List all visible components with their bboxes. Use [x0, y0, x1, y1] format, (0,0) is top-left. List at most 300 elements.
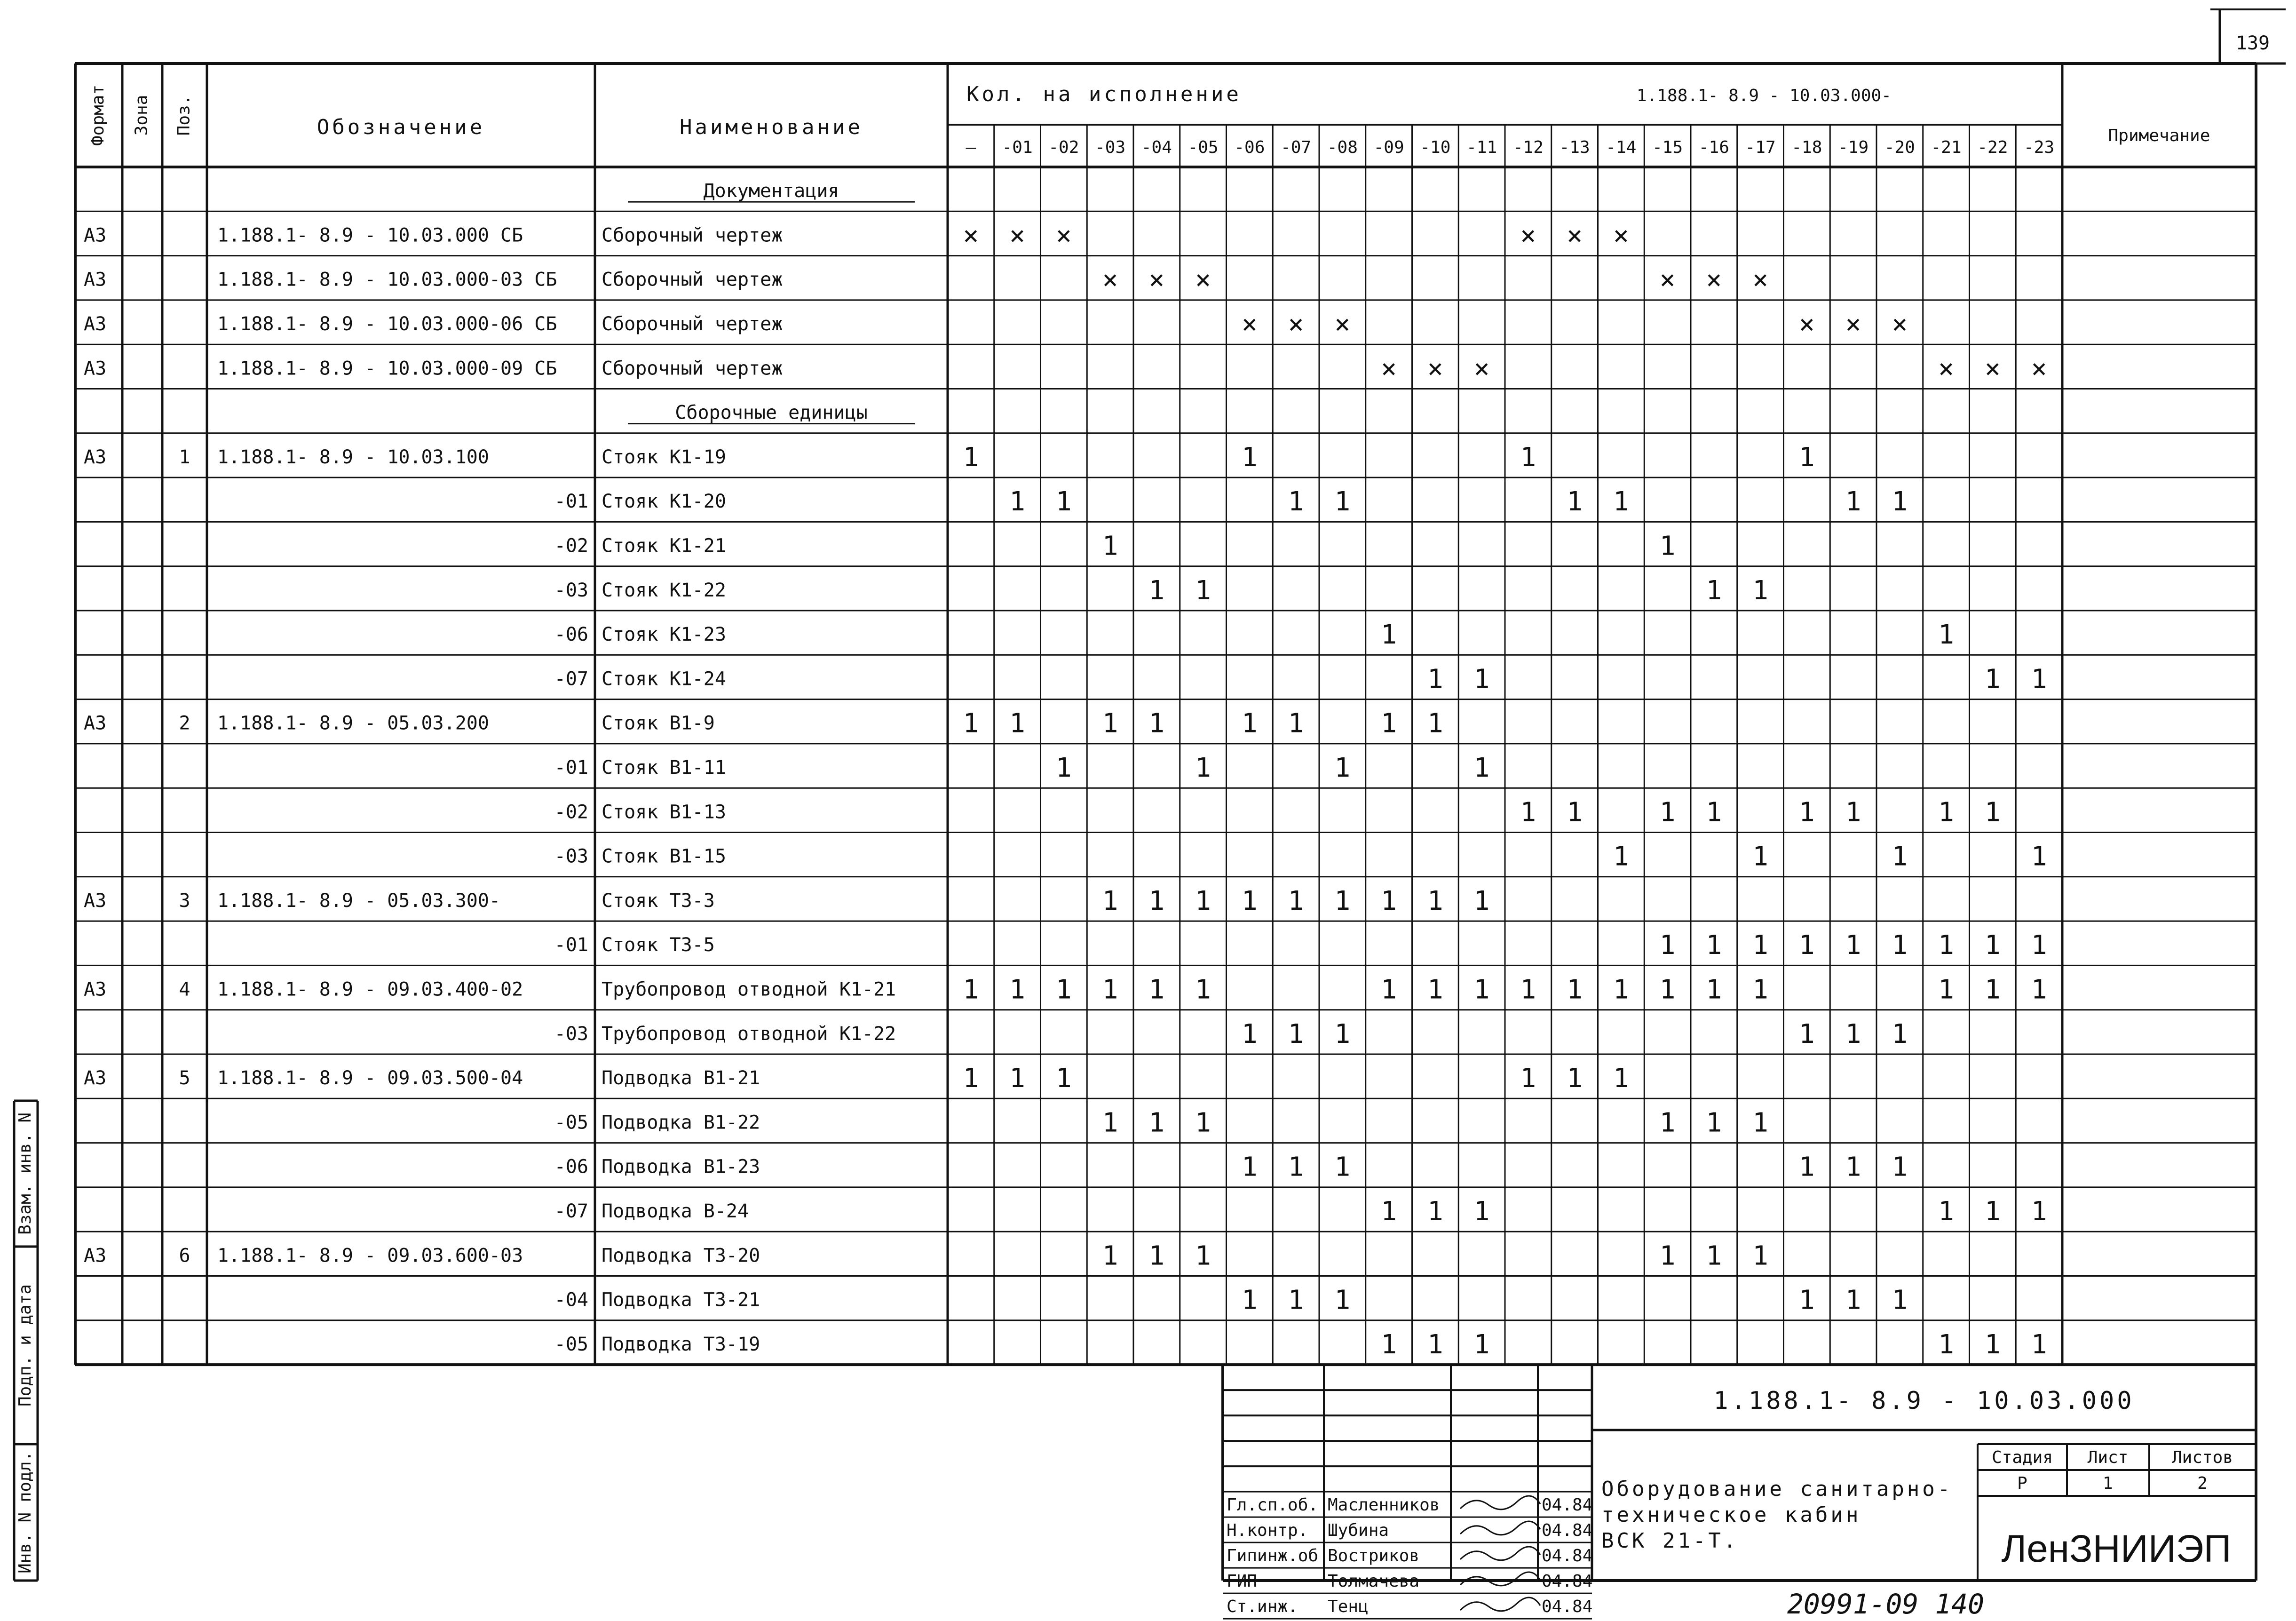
cell-designation: -01	[554, 934, 588, 956]
cross-mark: ×	[1799, 309, 1815, 340]
cell-format: А3	[84, 1067, 107, 1089]
cell-format: А3	[84, 446, 107, 468]
quantity-mark: 1	[1659, 974, 1676, 1005]
cell-designation: -06	[554, 624, 588, 646]
cell-designation: -01	[554, 757, 588, 779]
quantity-mark: 1	[1334, 1152, 1351, 1183]
tb-date: 04.84	[1542, 1521, 1593, 1541]
quantity-mark: 1	[1473, 664, 1490, 695]
cell-designation: -06	[554, 1156, 588, 1178]
tb-title-line: Оборудование санитарно-	[1601, 1477, 1953, 1501]
header-variant: -23	[2024, 138, 2055, 157]
quantity-mark: 1	[1613, 1063, 1629, 1094]
quantity-mark: 1	[1009, 1063, 1025, 1094]
quantity-mark: 1	[1845, 930, 1861, 961]
tb-role: Гипинж.об	[1227, 1546, 1319, 1566]
quantity-mark: 1	[1845, 1152, 1861, 1183]
header-pos: Поз.	[174, 95, 194, 136]
table-row	[554, 930, 2047, 961]
cell-name: Подводка В1-21	[602, 1067, 760, 1089]
cell-pos: 3	[179, 890, 190, 912]
quantity-mark: 1	[1427, 974, 1443, 1005]
quantity-mark: 1	[1706, 797, 1722, 828]
cell-designation: 1.188.1- 8.9 - 10.03.100	[217, 446, 489, 468]
header-variant: -13	[1559, 138, 1590, 157]
table-row	[554, 753, 1490, 783]
cell-name: Подводка Т3-20	[602, 1245, 760, 1267]
cell-designation: 1.188.1- 8.9 - 10.03.000 СБ	[217, 224, 523, 246]
quantity-mark: 1	[1288, 708, 1304, 739]
table-header	[88, 82, 2210, 157]
quantity-mark: 1	[963, 708, 979, 739]
header-variant: -11	[1466, 138, 1497, 157]
cell-pos: 2	[179, 712, 190, 734]
tb-stage-value: Р	[2017, 1474, 2027, 1493]
table-row	[554, 620, 1954, 650]
cell-designation: -03	[554, 579, 588, 601]
table-row	[554, 1152, 1908, 1183]
quantity-mark: 1	[1473, 753, 1490, 784]
cell-designation: 1.188.1- 8.9 - 05.03.300-	[217, 890, 501, 912]
cell-designation: 1.188.1- 8.9 - 09.03.600-03	[217, 1245, 523, 1267]
cross-mark: ×	[1845, 309, 1861, 340]
title-block	[1223, 1365, 2256, 1619]
tb-org: ЛенЗНИИЭП	[2001, 1527, 2232, 1570]
quantity-mark: 1	[1427, 1329, 1443, 1360]
quantity-mark: 1	[1752, 1240, 1768, 1271]
quantity-mark: 1	[1102, 1240, 1118, 1271]
header-qty-title: Кол. на исполнение	[966, 82, 1242, 106]
quantity-mark: 1	[1752, 1107, 1768, 1138]
cross-mark: ×	[2031, 353, 2047, 384]
quantity-mark: 1	[1148, 1240, 1165, 1271]
tb-title-line: ВСК 21-Т.	[1601, 1529, 1739, 1553]
tb-person: Тенц	[1328, 1597, 1369, 1617]
quantity-mark: 1	[1195, 1107, 1211, 1138]
side-stamp-label: Подп. и дата	[16, 1284, 35, 1407]
quantity-mark: 1	[1381, 885, 1397, 916]
quantity-mark: 1	[1567, 486, 1583, 517]
tb-person: Востриков	[1328, 1546, 1420, 1566]
quantity-mark: 1	[2031, 974, 2047, 1005]
signature-scribble	[1460, 1597, 1540, 1611]
quantity-mark: 1	[1148, 974, 1165, 1005]
cell-designation: 1.188.1- 8.9 - 09.03.400-02	[217, 978, 523, 1001]
quantity-mark: 1	[1938, 930, 1954, 961]
cell-name: Стояк К1-24	[602, 668, 726, 690]
header-variant: -09	[1373, 138, 1404, 157]
quantity-mark: 1	[1056, 974, 1072, 1005]
cell-format: А3	[84, 313, 107, 335]
tb-date: 04.84	[1542, 1546, 1593, 1566]
cell-designation: -04	[554, 1289, 588, 1311]
quantity-mark: 1	[1427, 1196, 1443, 1227]
cross-mark: ×	[1195, 264, 1211, 295]
quantity-mark: 1	[1845, 486, 1861, 517]
cross-mark: ×	[1938, 353, 1954, 384]
tb-person: Толмачева	[1328, 1572, 1420, 1591]
quantity-mark: 1	[1985, 930, 2001, 961]
quantity-mark: 1	[1520, 797, 1536, 828]
tb-role: Ст.инж.	[1227, 1597, 1298, 1617]
quantity-mark: 1	[1009, 486, 1025, 517]
signature-row	[1227, 1597, 1592, 1616]
quantity-mark: 1	[1242, 442, 1258, 473]
cell-name: Стояк В1-11	[602, 757, 726, 779]
quantity-mark: 1	[963, 974, 979, 1005]
header-variant: -16	[1698, 138, 1729, 157]
quantity-mark: 1	[1938, 1196, 1954, 1227]
cell-name: Стояк В1-13	[602, 801, 726, 823]
quantity-mark: 1	[1288, 486, 1304, 517]
cell-pos: 5	[179, 1067, 190, 1089]
quantity-mark: 1	[1473, 974, 1490, 1005]
quantity-mark: 1	[1752, 841, 1768, 872]
cell-name: Сборочный чертеж	[602, 224, 783, 246]
quantity-mark: 1	[963, 442, 979, 473]
table-row	[554, 1329, 2047, 1360]
quantity-mark: 1	[1520, 974, 1536, 1005]
cell-designation: -02	[554, 535, 588, 557]
quantity-mark: 1	[1195, 753, 1211, 784]
quantity-mark: 1	[2031, 1329, 2047, 1360]
cell-designation: -03	[554, 845, 588, 867]
tb-role: Гл.сп.об.	[1227, 1495, 1319, 1515]
quantity-mark: 1	[2031, 1196, 2047, 1227]
cell-name: Трубопровод отводной К1-22	[602, 1023, 896, 1045]
quantity-mark: 1	[1288, 1285, 1304, 1316]
cell-name: Подводка В-24	[602, 1200, 749, 1223]
quantity-mark: 1	[1102, 1107, 1118, 1138]
cross-mark: ×	[1056, 220, 1072, 251]
quantity-mark: 1	[1613, 974, 1629, 1005]
cross-mark: ×	[963, 220, 979, 251]
header-zone: Зона	[132, 95, 151, 136]
quantity-mark: 1	[1195, 1240, 1211, 1271]
header-note: Примечание	[2108, 126, 2210, 145]
quantity-mark: 1	[1892, 1152, 1908, 1183]
quantity-mark: 1	[1381, 708, 1397, 739]
section-row	[628, 402, 915, 424]
quantity-mark: 1	[1242, 1018, 1258, 1049]
tb-stage-label: Стадия	[1991, 1448, 2053, 1467]
header-variant: -10	[1420, 138, 1451, 157]
quantity-mark: 1	[1009, 708, 1025, 739]
quantity-mark: 1	[1892, 930, 1908, 961]
quantity-mark: 1	[1706, 1240, 1722, 1271]
quantity-mark: 1	[1567, 1063, 1583, 1094]
bottom-stamp: 20991-09 140	[1787, 1588, 1985, 1620]
table-row	[84, 309, 1908, 340]
header-variant: -01	[1002, 138, 1033, 157]
quantity-mark: 1	[1056, 753, 1072, 784]
header-name: Наименование	[680, 115, 863, 139]
header-variant: -19	[1838, 138, 1869, 157]
quantity-mark: 1	[1845, 1285, 1861, 1316]
table-row	[84, 442, 1815, 473]
tb-sheets-label: Листов	[2171, 1448, 2233, 1467]
quantity-mark: 1	[1195, 974, 1211, 1005]
cell-name: Стояк К1-23	[602, 624, 726, 646]
quantity-mark: 1	[1706, 930, 1722, 961]
quantity-mark: 1	[1659, 1240, 1676, 1271]
cross-mark: ×	[1706, 264, 1722, 295]
section-row	[628, 180, 915, 202]
tb-date: 04.84	[1542, 1495, 1593, 1515]
table-row	[554, 1019, 1908, 1049]
cell-designation: -03	[554, 1023, 588, 1045]
quantity-mark: 1	[1892, 841, 1908, 872]
quantity-mark: 1	[1706, 575, 1722, 606]
quantity-mark: 1	[1799, 1285, 1815, 1316]
header-variant: -20	[1884, 138, 1915, 157]
quantity-mark: 1	[1102, 708, 1118, 739]
quantity-mark: 1	[1752, 974, 1768, 1005]
cell-designation: -01	[554, 491, 588, 513]
tb-sheets-value: 2	[2197, 1474, 2208, 1493]
quantity-mark: 1	[1892, 1018, 1908, 1049]
cell-name: Подводка Т3-21	[602, 1289, 760, 1311]
side-stamp-label: Взам. инв. N	[16, 1112, 35, 1235]
cell-format: А3	[84, 1245, 107, 1267]
header-variant: -15	[1652, 138, 1683, 157]
quantity-mark: 1	[1659, 797, 1676, 828]
cross-mark: ×	[1334, 309, 1351, 340]
cell-name: Сборочный чертеж	[602, 313, 783, 335]
header-designation: Обозначение	[317, 115, 485, 139]
cross-mark: ×	[1985, 353, 2001, 384]
cell-name: Подводка В1-22	[602, 1112, 760, 1134]
quantity-mark: 1	[1381, 1196, 1397, 1227]
cell-name: Стояк К1-22	[602, 579, 726, 601]
quantity-mark: 1	[1659, 531, 1676, 562]
header-variant: -08	[1327, 138, 1358, 157]
cell-name: Стояк К1-20	[602, 491, 726, 513]
cell-designation: 1.188.1- 8.9 - 09.03.500-04	[217, 1067, 523, 1089]
signature-scribble	[1460, 1572, 1540, 1586]
tb-sheet-value: 1	[2103, 1474, 2113, 1493]
header-variant: -17	[1745, 138, 1776, 157]
cell-designation: -07	[554, 1200, 588, 1223]
quantity-mark: 1	[1613, 841, 1629, 872]
cross-mark: ×	[1427, 353, 1443, 384]
table-row	[84, 265, 1768, 295]
header-variant: -22	[1977, 138, 2008, 157]
table-row	[84, 975, 2047, 1005]
header-variant: -18	[1791, 138, 1822, 157]
side-stamp-label: Инв. N подл.	[16, 1451, 35, 1574]
cell-name: Сборочный чертеж	[602, 358, 783, 380]
cross-mark: ×	[1520, 220, 1536, 251]
quantity-mark: 1	[2031, 841, 2047, 872]
quantity-mark: 1	[1845, 797, 1861, 828]
signature-scribble	[1460, 1521, 1540, 1535]
cell-name: Стояк В1-15	[602, 845, 726, 867]
cross-mark: ×	[1613, 220, 1629, 251]
table-row	[554, 486, 1908, 517]
table-row	[554, 664, 2047, 694]
cell-format: А3	[84, 978, 107, 1001]
cell-name: Подводка В1-23	[602, 1156, 760, 1178]
cross-mark: ×	[1148, 264, 1165, 295]
section-title: Документация	[703, 180, 839, 202]
page-annotations	[1787, 9, 2286, 1620]
cell-name: Стояк К1-19	[602, 446, 726, 468]
header-variant: -03	[1095, 138, 1126, 157]
quantity-mark: 1	[1009, 974, 1025, 1005]
table-row	[84, 353, 2047, 384]
quantity-mark: 1	[1799, 442, 1815, 473]
header-variant: -14	[1606, 138, 1637, 157]
cell-name: Стояк К1-21	[602, 535, 726, 557]
header-variant: -12	[1512, 138, 1544, 157]
quantity-mark: 1	[1427, 885, 1443, 916]
tb-role: ГИП	[1227, 1572, 1258, 1591]
quantity-mark: 1	[1288, 1018, 1304, 1049]
cell-pos: 1	[179, 446, 190, 468]
cell-name: Трубопровод отводной К1-21	[602, 978, 896, 1001]
table-row	[84, 708, 1443, 739]
table-row	[554, 1285, 1908, 1316]
quantity-mark: 1	[1195, 885, 1211, 916]
cross-mark: ×	[1567, 220, 1583, 251]
quantity-mark: 1	[1148, 575, 1165, 606]
quantity-mark: 1	[1706, 974, 1722, 1005]
header-variant: -06	[1234, 138, 1265, 157]
quantity-mark: 1	[1752, 930, 1768, 961]
quantity-mark: 1	[1938, 974, 1954, 1005]
quantity-mark: 1	[1892, 1285, 1908, 1316]
cell-designation: 1.188.1- 8.9 - 10.03.000-03 СБ	[217, 269, 557, 291]
quantity-mark: 1	[1427, 708, 1443, 739]
page-number: 139	[2235, 32, 2270, 54]
signature-scribble	[1460, 1496, 1540, 1510]
quantity-mark: 1	[963, 1063, 979, 1094]
quantity-mark: 1	[1985, 1329, 2001, 1360]
quantity-mark: 1	[1334, 1285, 1351, 1316]
quantity-mark: 1	[1567, 797, 1583, 828]
header-variant: -05	[1188, 138, 1219, 157]
header-qty-code: 1.188.1- 8.9 - 10.03.000-	[1637, 86, 1892, 105]
header-variant: -07	[1281, 138, 1312, 157]
tb-title-line: техническое кабин	[1601, 1503, 1861, 1527]
tb-date: 04.84	[1542, 1572, 1593, 1591]
quantity-mark: 1	[1288, 885, 1304, 916]
header-variant: -04	[1141, 138, 1172, 157]
quantity-mark: 1	[1799, 1018, 1815, 1049]
cell-designation: -05	[554, 1112, 588, 1134]
quantity-mark: 1	[1056, 486, 1072, 517]
quantity-mark: 1	[1706, 1107, 1722, 1138]
table-row	[84, 886, 1489, 916]
quantity-mark: 1	[1985, 974, 2001, 1005]
cell-format: А3	[84, 358, 107, 380]
quantity-mark: 1	[1938, 620, 1954, 651]
quantity-mark: 1	[1242, 1285, 1258, 1316]
quantity-mark: 1	[1102, 974, 1118, 1005]
cross-mark: ×	[1381, 353, 1397, 384]
table-row	[554, 531, 1676, 562]
quantity-mark: 1	[1242, 885, 1258, 916]
table-row	[554, 842, 2047, 872]
table-row	[554, 575, 1768, 606]
quantity-mark: 1	[1938, 797, 1954, 828]
cell-name: Стояк В1-9	[602, 712, 715, 734]
quantity-mark: 1	[2031, 930, 2047, 961]
cell-name: Стояк Т3-5	[602, 934, 715, 956]
quantity-mark: 1	[1659, 930, 1676, 961]
table-row	[84, 1240, 1768, 1271]
cell-designation: -05	[554, 1333, 588, 1355]
cell-designation: -07	[554, 668, 588, 690]
quantity-mark: 1	[1892, 486, 1908, 517]
quantity-mark: 1	[1242, 1152, 1258, 1183]
quantity-mark: 1	[1334, 753, 1351, 784]
tb-date: 04.84	[1542, 1597, 1593, 1617]
quantity-mark: 1	[2031, 664, 2047, 695]
header-variant: —	[966, 138, 976, 157]
quantity-mark: 1	[1938, 1329, 1954, 1360]
cross-mark: ×	[1288, 309, 1304, 340]
tb-person: Шубина	[1328, 1521, 1389, 1541]
quantity-mark: 1	[1659, 1107, 1676, 1138]
quantity-mark: 1	[1845, 1018, 1861, 1049]
quantity-mark: 1	[1799, 1152, 1815, 1183]
quantity-mark: 1	[1985, 1196, 2001, 1227]
quantity-mark: 1	[1334, 885, 1351, 916]
cell-format: А3	[84, 269, 107, 291]
cell-designation: 1.188.1- 8.9 - 10.03.000-06 СБ	[217, 313, 557, 335]
cross-mark: ×	[1892, 309, 1908, 340]
tb-sheet-label: Лист	[2087, 1448, 2129, 1467]
cell-name: Подводка Т3-19	[602, 1333, 760, 1355]
quantity-mark: 1	[1381, 1329, 1397, 1360]
cross-mark: ×	[1242, 309, 1258, 340]
quantity-mark: 1	[1334, 486, 1351, 517]
cell-name: Сборочный чертеж	[602, 269, 783, 291]
quantity-mark: 1	[1148, 1107, 1165, 1138]
header-variant: -02	[1048, 138, 1079, 157]
table-row	[84, 1063, 1629, 1094]
cross-mark: ×	[1009, 220, 1025, 251]
table-row	[554, 1107, 1768, 1138]
quantity-mark: 1	[1381, 974, 1397, 1005]
quantity-mark: 1	[1242, 708, 1258, 739]
cell-pos: 6	[179, 1245, 190, 1267]
quantity-mark: 1	[1799, 930, 1815, 961]
quantity-mark: 1	[1056, 1063, 1072, 1094]
quantity-mark: 1	[1473, 1196, 1490, 1227]
cell-format: А3	[84, 890, 107, 912]
table-body	[84, 180, 2047, 1360]
quantity-mark: 1	[1567, 974, 1583, 1005]
quantity-mark: 1	[1334, 1018, 1351, 1049]
quantity-mark: 1	[1195, 575, 1211, 606]
cell-format: А3	[84, 224, 107, 246]
cross-mark: ×	[1102, 264, 1118, 295]
quantity-mark: 1	[1148, 885, 1165, 916]
cell-designation: -02	[554, 801, 588, 823]
quantity-mark: 1	[1148, 708, 1165, 739]
quantity-mark: 1	[1102, 531, 1118, 562]
quantity-mark: 1	[1520, 442, 1536, 473]
tb-person: Масленников	[1328, 1495, 1440, 1515]
table-row	[84, 220, 1629, 251]
quantity-mark: 1	[1613, 486, 1629, 517]
quantity-mark: 1	[1752, 575, 1768, 606]
header-format: Формат	[88, 84, 108, 146]
quantity-mark: 1	[1102, 885, 1118, 916]
